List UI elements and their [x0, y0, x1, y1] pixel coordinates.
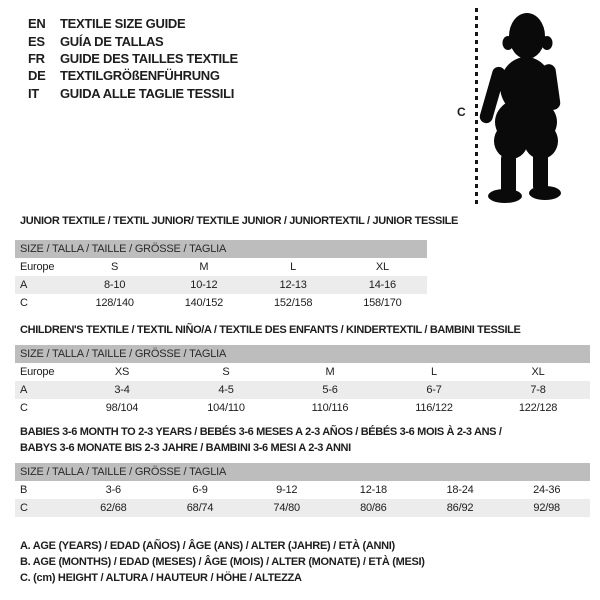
table-cell: 3-4: [114, 384, 130, 396]
language-code: ES: [28, 33, 45, 49]
table-row-height: [15, 499, 590, 517]
table-cell: 68/74: [186, 502, 214, 514]
row-label: A: [20, 279, 28, 291]
legend-note-a: A. AGE (YEARS) / EDAD (AÑOS) / ÂGE (ANS) / ALTER (JAHRE) / ETÀ (ANNI): [20, 540, 395, 552]
language-code: EN: [28, 16, 46, 32]
table-cell: 6-9: [192, 484, 208, 496]
language-row-en: [28, 15, 238, 32]
table-cell: M: [325, 366, 335, 378]
table-row-europe: [15, 363, 590, 381]
language-title-list: [28, 15, 238, 102]
language-title: TEXTILE SIZE GUIDE: [60, 16, 186, 32]
table-cell: 3-6: [105, 484, 121, 496]
row-label: Europe: [20, 366, 55, 378]
language-row-it: [28, 85, 238, 102]
table-cell: 9-12: [276, 484, 298, 496]
table-cell: 110/116: [311, 402, 349, 414]
table-cell: 92/98: [533, 502, 560, 514]
table-cell: 14-16: [368, 279, 396, 291]
table-cell: 122/128: [518, 402, 558, 414]
height-measure-label: C: [457, 105, 466, 119]
language-code: FR: [28, 50, 45, 66]
table-row-europe: [15, 258, 427, 276]
table-cell: 62/68: [100, 502, 127, 514]
legend-notes: [20, 538, 425, 586]
table-row-age-months: [15, 481, 590, 499]
children-size-table: [15, 345, 590, 417]
table-cell: 12-18: [359, 484, 387, 496]
table-cell: XL: [531, 366, 545, 378]
table-cell: L: [290, 261, 297, 273]
table-cell: 6-7: [426, 384, 442, 396]
size-header-bar: SIZE / TALLA / TAILLE / GRÖSSE / TAGLIA: [15, 240, 427, 258]
table-cell: 8-10: [104, 279, 126, 291]
table-cell: 158/170: [363, 297, 402, 309]
language-title: GUÍA DE TALLAS: [60, 33, 164, 49]
table-cell: M: [199, 261, 209, 273]
language-row-de: [28, 67, 238, 84]
table-cell: 140/152: [184, 297, 224, 309]
table-cell: 98/104: [105, 402, 139, 414]
row-label: C: [20, 502, 28, 514]
row-label: Europe: [20, 261, 55, 273]
language-title: TEXTILGRÖßENFÜHRUNG: [60, 68, 220, 84]
table-cell: 104/110: [207, 402, 245, 414]
table-cell: 12-13: [279, 279, 307, 291]
table-cell: 10-12: [190, 279, 218, 291]
language-title: GUIDA ALLE TAGLIE TESSILI: [60, 85, 235, 101]
babies-size-table: [15, 463, 590, 517]
table-cell: S: [222, 366, 230, 378]
table-cell: 116/122: [415, 402, 453, 414]
table-row-age: [15, 381, 590, 399]
row-label: B: [20, 484, 28, 496]
table-cell: 18-24: [446, 484, 474, 496]
table-cell: 86/92: [446, 502, 474, 514]
row-label: C: [20, 297, 28, 309]
babies-table-title-line2: BABYS 3-6 MONATE BIS 2-3 JAHRE / BAMBINI 3-6 MESI A 2-3 ANNI: [20, 442, 351, 454]
table-cell: 74/80: [273, 502, 300, 514]
table-cell: 5-6: [322, 384, 338, 396]
legend-note-b: B. AGE (MONTHS) / EDAD (MESES) / ÂGE (MOIS) / ALTER (MONATE) / ETÀ (MESI): [20, 556, 425, 568]
table-cell: 7-8: [530, 384, 546, 396]
table-cell: 128/140: [95, 297, 134, 309]
language-title: GUIDE DES TAILLES TEXTILE: [60, 50, 238, 66]
language-code: IT: [28, 85, 39, 101]
language-code: DE: [28, 68, 46, 84]
language-row-es: [28, 32, 238, 49]
babies-table-title-line1: BABIES 3-6 MONTH TO 2-3 YEARS / BEBÉS 3-6 MESES A 2-3 AÑOS / BÉBÉS 3-6 MOIS À 2-3 ANS /: [20, 426, 502, 438]
baby-silhouette-icon: [478, 4, 578, 206]
table-cell: 80/86: [360, 502, 387, 514]
table-row-height: [15, 399, 590, 417]
row-label: C: [20, 402, 28, 414]
table-cell: XL: [375, 261, 389, 273]
children-table-title: CHILDREN'S TEXTILE / TEXTIL NIÑO/A / TEXTILE DES ENFANTS / KINDERTEXTIL / BAMBINI TESSILE: [20, 324, 521, 336]
language-row-fr: [28, 50, 238, 67]
size-header-bar: SIZE / TALLA / TAILLE / GRÖSSE / TAGLIA: [15, 345, 590, 363]
row-label: A: [20, 384, 28, 396]
junior-table-title: JUNIOR TEXTILE / TEXTIL JUNIOR/ TEXTILE JUNIOR / JUNIORTEXTIL / JUNIOR TESSILE: [20, 215, 459, 227]
table-cell: 24-36: [533, 484, 561, 496]
table-row-height: [15, 294, 427, 312]
junior-size-table: [15, 240, 427, 312]
table-row-age: [15, 276, 427, 294]
table-cell: L: [431, 366, 437, 378]
legend-note-c: C. (cm) HEIGHT / ALTURA / HAUTEUR / HÖHE / ALTEZZA: [20, 572, 302, 584]
size-header-bar: SIZE / TALLA / TAILLE / GRÖSSE / TAGLIA: [15, 463, 590, 481]
table-cell: S: [111, 261, 119, 273]
table-cell: XS: [114, 366, 130, 378]
table-cell: 4-5: [218, 384, 234, 396]
table-cell: 152/158: [273, 297, 313, 309]
